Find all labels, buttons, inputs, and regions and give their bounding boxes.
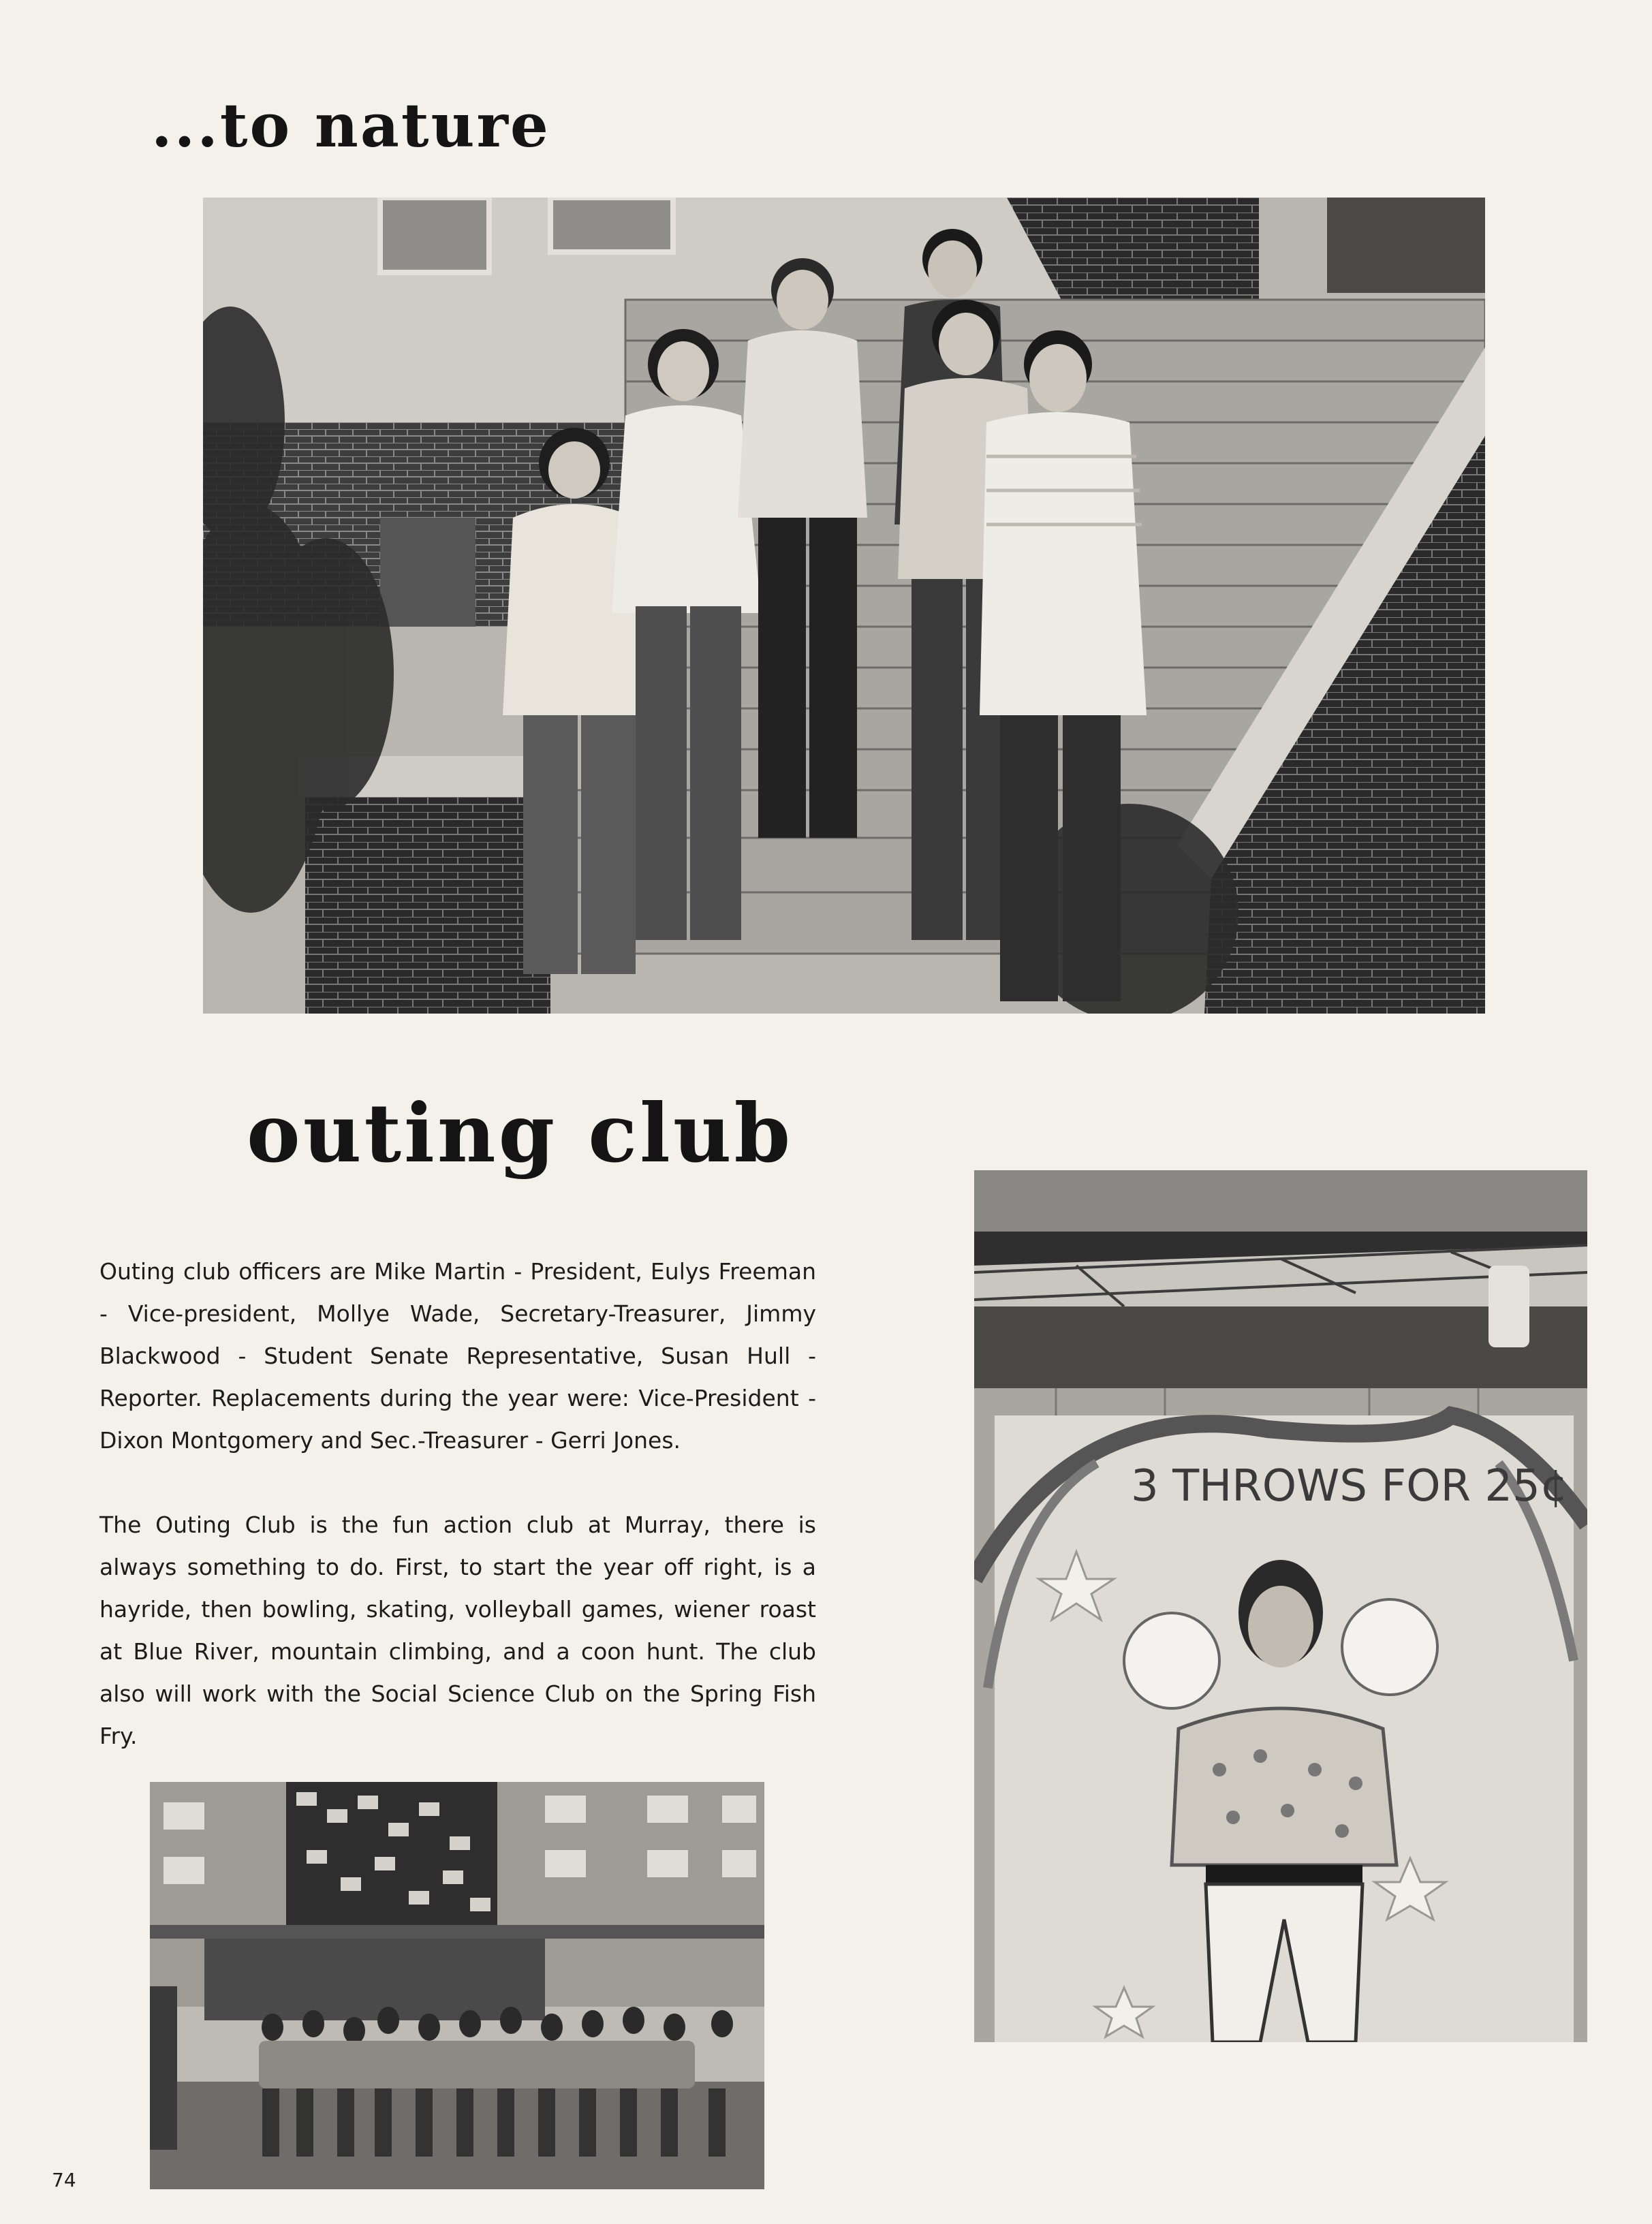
page-number: 74 — [52, 2169, 76, 2191]
members-outside-photo — [150, 1782, 764, 2189]
officers-group-photo — [203, 198, 1485, 1014]
booth-sign-text: 3 THROWS FOR 25¢ — [1131, 1461, 1568, 1512]
carnival-booth-photo — [974, 1170, 1587, 2042]
show-through-text — [879, 116, 897, 181]
club-title: outing club — [247, 1086, 794, 1180]
section-kicker: ...to nature — [151, 90, 550, 161]
activities-paragraph: The Outing Club is the fun action club at Murray, there is always something to do. First, to start the year off right, is a hayride, then bowling, skating, volleyball games, wiener roast at Blue River, mountain climbing, and a coon hunt. The club also will work with the Social Science Club on the Spring Fish Fry. — [99, 1512, 816, 1749]
officers-paragraph: Outing club officers are Mike Martin - President, Eulys Freeman - Vice-president, Mollye Wade, Secretary-Treasurer, Jimmy Blackwood - Student Senate Representative, Susan Hull - Reporter. Replacements during the year were: Vice-President - Dixon Montgomery and Sec.-Treasurer - Gerri Jones. — [99, 1258, 816, 1454]
